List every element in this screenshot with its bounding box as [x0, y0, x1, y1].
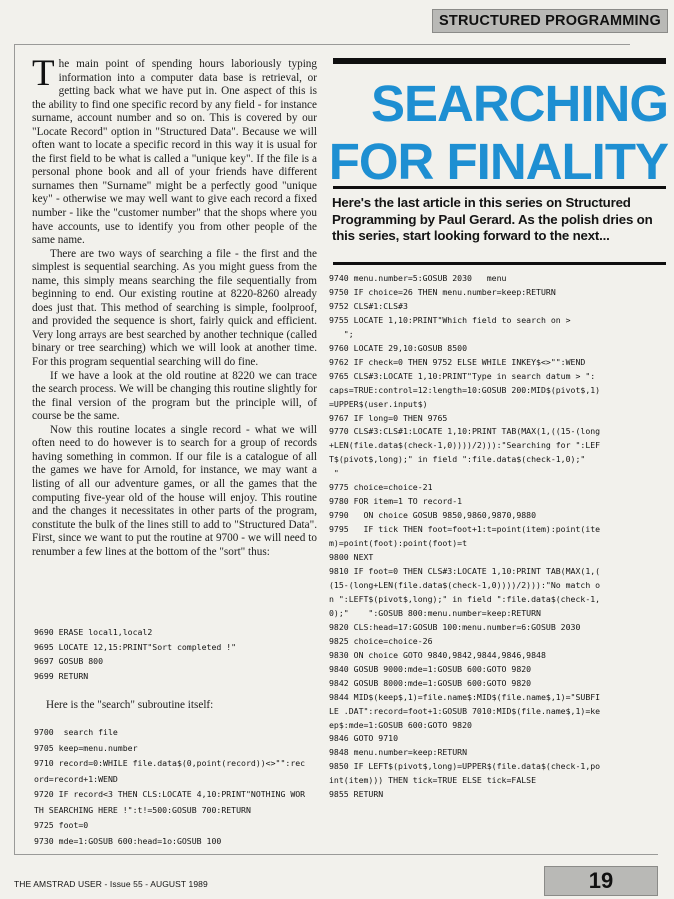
- article-body: [32, 53, 317, 559]
- code-listing-sort: 9690 ERASE local1,local2 9695 LOCATE 12,15:PRINT"Sort completed !" 9697 GOSUB 800 9699 RETURN: [34, 627, 237, 682]
- section-tag: STRUCTURED PROGRAMMING: [432, 9, 668, 33]
- body-paragraph-1-text: he main point of spending hours laboriously typing information into a computer data base is retrieval, or getting back what we have put in. One aspect of this is the ability to find one specific record by any field - for instance surname, account number and so on. This is covered by our "Locate Record" option in "Structured Data". Because we will often want to locate a specific record in this way it is usual for the first field to be what is called a "unique key". If the file is a personal phone book and all of your friends have different surnames then "Surname" might be a perfectly good "unique key" - otherwise we may well want to give each record a fixed number - like the "customer number" that the shops where you have accounts, use to identify you from other people of the same name.: [32, 58, 317, 247]
- body-paragraph-2: There are two ways of searching a file - the first and the simplest is sequential searching. As you might guess from the name, this simply means searching the file sequentially from beginning to end. Our existing routine at 8220-8260 already does just that. This method of searching is simple, foolproof, and provided the sequence is short, fairly quick and efficient. Very long arrays are best searched by another technique (called binary or tree searching) which we will look at another time. For this program sequential searching will do fine.: [32, 247, 317, 369]
- page-frame-left-rule: [14, 44, 15, 854]
- footer-publication: THE AMSTRAD USER - Issue 55 - AUGUST 1989: [14, 879, 208, 889]
- page-number: 19: [544, 866, 658, 896]
- body-paragraph-4: Now this routine locates a single record - what we will often need to do however is to search for a group of records having something in common. If our file is a catalogue of all the games we have for Arnold, for instance, we may want a listing of all our adventure games, or all the games that the computing five-year old of the house will enjoy. This routine and the changes it necessitates in other parts of the program, constitute the bulk of the lines still to add to "Structured Data". First, since we want to put the routine at 9700 - we will need to renumber a few lines at the bottom of the "sort" thus:: [32, 423, 317, 558]
- standfirst-rule: [333, 262, 666, 265]
- code-listing-right-column: 9740 menu.number=5:GOSUB 2030 menu 9750 IF choice=26 THEN menu.number=keep:RETURN 9752 CLS#1:CLS#3 9755 LOCATE 1,10:PRINT"Which field to search on > "; 9760 LOCATE 29,10:GOSUB 8500 9762 IF check=0 THEN 9752 ELSE WHILE INKEY$<>"":WEND 9765 CLS#3:LOCATE 1,10:PRINT"Type in search datum > ": caps=TRUE:control=12:length=10:GOSUB 200:MID$(pivot$,1) =UPPER$(user.input$) 9767 IF long=0 THEN 9765 9770 CLS#3:CLS#1:LOCATE 1,10:PRINT TAB(MAX(1,((15-(long +LEN(file.data$(check-1,0))))/2))):"Searching for ":LEF T$(pivot$,long);" in field ":file.data$(check-1,0);" " 9775 choice=choice-21 9780 FOR item=1 TO record-1 9790 ON choice GOSUB 9850,9860,9870,9880 9795 IF tick THEN foot=foot+1:t=point(item):point(ite m)=point(foot):point(foot)=t 9800 NEXT 9810 IF foot=0 THEN CLS#3:LOCATE 1,10:PRINT TAB(MAX(1,( (15-(long+LEN(file.data$(check-1,0))))/2))):"No match o n ":LEFT$(pivot$,long);" in field ":file.data$(check-1, 0);" ":GOSUB 800:menu.number=keep:RETURN 9820 CLS:head=17:GOSUB 100:menu.number=6:GOSUB 2030 9825 choice=choice-26 9830 ON choice GOTO 9840,9842,9844,9846,9848 9840 GOSUB 9000:mde=1:GOSUB 600:GOTO 9820 9842 GOSUB 8000:mde=1:GOSUB 600:GOTO 9820 9844 MID$(keep$,1)=file.name$:MID$(file.name$,1)="SUBFI LE .DAT":record=foot+1:GOSUB 7010:MID$(file.name$,1)=ke ep$:mde=1:GOSUB 600:GOTO 9820 9846 GOTO 9710 9848 menu.number=keep:RETURN 9850 IF LEFT$(pivot$,long)=UPPER$(file.data$(check-1,po int(item))) THEN tick=TRUE ELSE tick=FALSE 9855 RETURN: [329, 273, 601, 800]
- body-paragraph-3: If we have a look at the old routine at 8220 we can trace the search process. We will be changing this routine slightly for the final version of the program but the principle will, of course be the same.: [32, 369, 317, 423]
- page-frame-bottom-rule: [14, 854, 658, 855]
- article-title-line-2: FOR FINALITY: [328, 133, 668, 190]
- page-frame-top-rule: [14, 44, 630, 45]
- search-intro-paragraph: Here is the "search" subroutine itself:: [46, 699, 214, 711]
- body-paragraph-1: [32, 53, 317, 248]
- drop-cap: T: [32, 53, 55, 94]
- code-listing-search: 9700 search file 9705 keep=menu.number 9710 record=0:WHILE file.data$(0,point(record))<>"":rec ord=record+1:WEND 9720 IF record<3 THEN CLS:LOCATE 4,10:PRINT"NOTHING WOR TH SEARCHING HERE !":t!=500:GOSUB 700:RETURN 9725 foot=0 9730 mde=1:GOSUB 600:head=1o:GOSUB 100: [34, 727, 306, 846]
- article-standfirst: Here's the last article in this series on Structured Programming by Paul Gerard. As the polish dries on this series, start looking forward to the next...: [332, 195, 653, 243]
- article-title-line-1: SEARCHING: [370, 75, 668, 132]
